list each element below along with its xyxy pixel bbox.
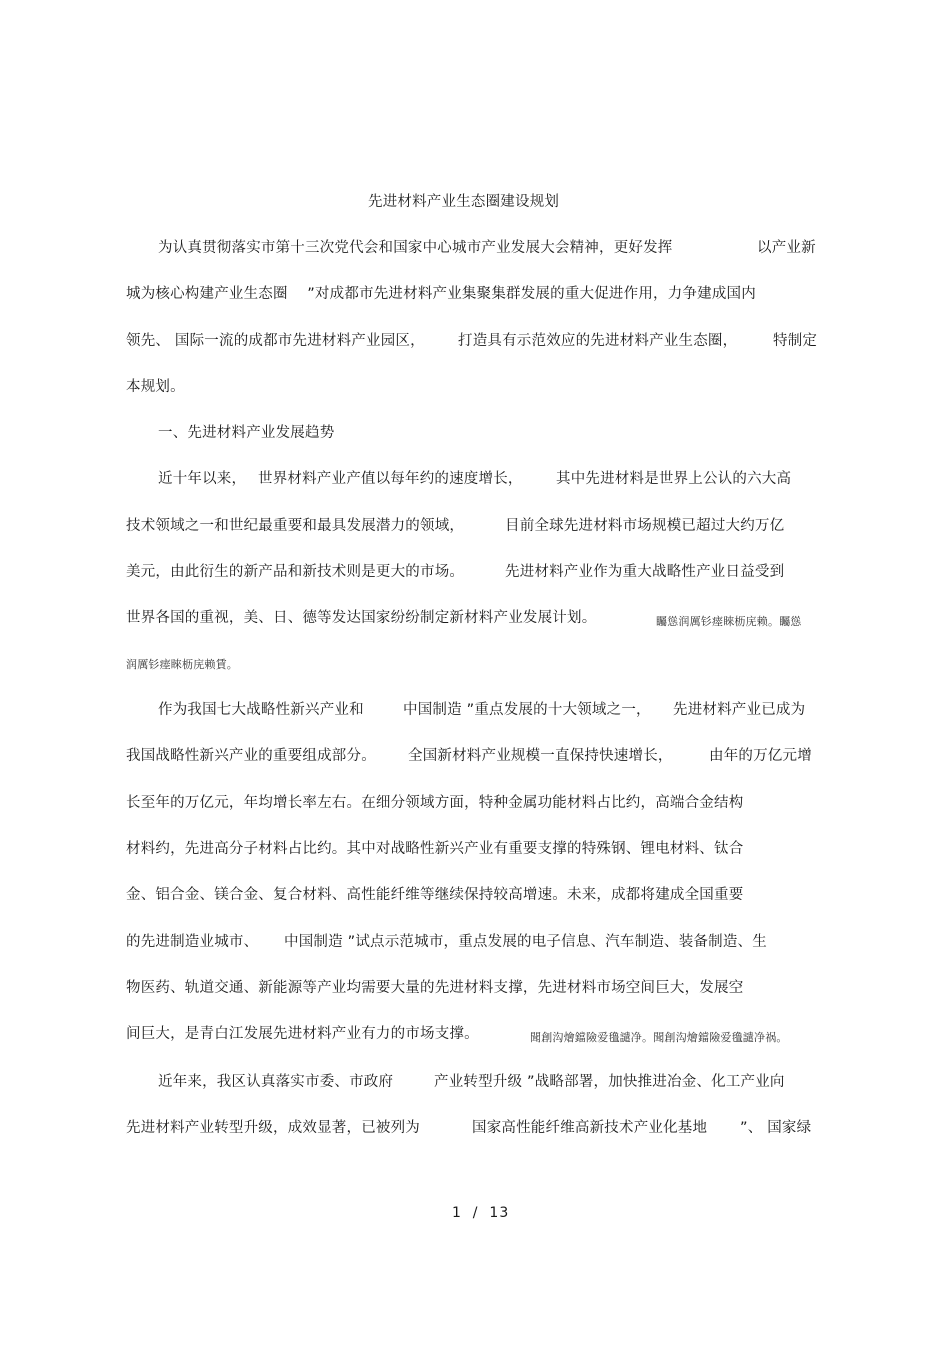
text-line: 世界材料产业产值以每年约的速度增长，: [258, 471, 523, 487]
text-line: 打造具有示范效应的先进材料产业生态圈，: [458, 333, 738, 349]
text-line: 作为我国七大战略性新兴产业和: [158, 702, 364, 718]
text-line: 世界各国的重视，美、日、德等发达国家纷纷制定新材料产业发展计划。: [126, 610, 597, 626]
text-line: 国家高性能纤维高新技术产业化基地: [472, 1120, 708, 1136]
text-line: 产业转型升级 ”战略部署，加快推进冶金、化工产业向: [434, 1074, 785, 1090]
document-title: 先进材料产业生态圈建设规划: [368, 194, 560, 210]
text-line: 的先进制造业城市、: [126, 934, 259, 950]
text-line: 近十年以来，: [158, 471, 247, 487]
text-line: 材料约，先进高分子材料占比约。其中对战略性新兴产业有重要支撑的特殊钢、锂电材料、钛合: [126, 841, 744, 857]
text-line: 先进材料产业作为重大战略性产业日益受到: [505, 564, 785, 580]
text-line: 我国战略性新兴产业的重要组成部分。: [126, 748, 376, 764]
text-line: 先进材料产业转型升级，成效显著，已被列为: [126, 1120, 420, 1136]
text-line: 物医药、轨道交通、新能源等产业均需要大量的先进材料支撑，先进材料市场空间巨大，发展空: [126, 980, 744, 996]
text-line: 中国制造 ”试点示范城市，重点发展的电子信息、汽车制造、装备制造、生: [284, 934, 767, 950]
text-line: 目前全球先进材料市场规模已超过大约万亿: [505, 518, 785, 534]
garbled-text: 矚慫润厲钐瘗睞枥庑赖。矚慫: [656, 615, 802, 628]
text-line: 近年来，我区认真落实市委、市政府: [158, 1074, 394, 1090]
text-line: 金、铝合金、镁合金、复合材料、高性能纤维等继续保持较高增速。未来，成都将建成全国重要: [126, 887, 744, 903]
text-line: 全国新材料产业规模一直保持快速增长，: [408, 748, 673, 764]
text-line: ”、 国家绿: [740, 1120, 812, 1136]
text-line: 长至年的万亿元，年均增长率左右。在细分领域方面，特种金属功能材料占比约，高端合金结构: [126, 795, 744, 811]
text-line: 特制定: [773, 333, 818, 349]
text-line: 本规划。: [126, 379, 185, 395]
text-line: 中国制造 ”重点发展的十大领域之一，: [403, 702, 651, 718]
text-line: 领先、 国际一流的成都市先进材料产业园区，: [126, 333, 425, 349]
text-line: 间巨大，是青白江发展先进材料产业有力的市场支撑。: [126, 1026, 479, 1042]
text-line: 城为核心构建产业生态圈 ”对成都市先进材料产业集聚集群发展的重大促进作用，力争建成国内: [126, 286, 756, 302]
text-line: 由年的万亿元增: [709, 748, 812, 764]
garbled-text: 聞創沟燴鐺險爱氇譴净。聞創沟燴鐺險爱氇譴净祸。: [530, 1031, 788, 1044]
text-line: 以产业新: [757, 240, 816, 256]
text-line: 先进材料产业已成为: [673, 702, 806, 718]
text-line: 技术领域之一和世纪最重要和最具发展潜力的领域，: [126, 518, 465, 534]
text-line: 美元，由此衍生的新产品和新技术则是更大的市场。: [126, 564, 465, 580]
section-heading: 一、先进材料产业发展趋势: [158, 425, 335, 441]
page-number: 1 / 13: [452, 1205, 510, 1221]
text-line: 其中先进材料是世界上公认的六大高: [556, 471, 792, 487]
text-line: 为认真贯彻落实市第十三次党代会和国家中心城市产业发展大会精神，更好发挥: [158, 240, 673, 256]
garbled-text: 润厲钐瘗睞枥庑赖賃。: [126, 658, 238, 671]
